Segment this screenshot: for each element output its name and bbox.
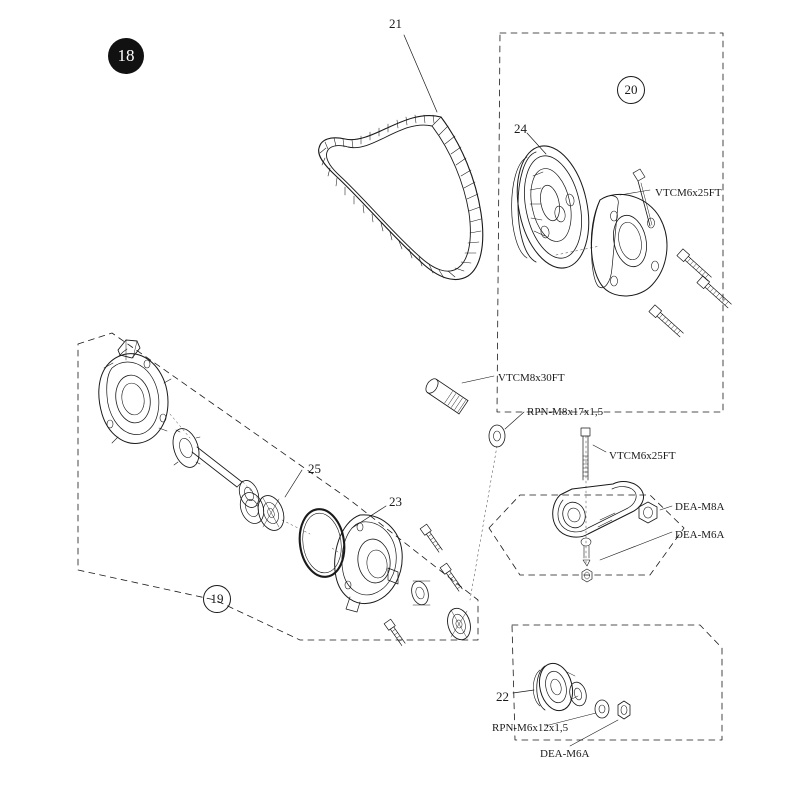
group-boundary-19	[78, 332, 478, 640]
callout-circle-19: 19	[203, 585, 231, 613]
leader-dea-m6a-bracket	[600, 532, 672, 560]
bolt-vtcm8x30ft	[423, 377, 468, 414]
leader-21	[404, 35, 437, 112]
o-ring-23	[295, 506, 348, 579]
leader-22	[513, 690, 534, 693]
part-label-rpn-m8x17x15: RPN-M8x17x1,5	[527, 406, 604, 418]
flange-20	[591, 194, 667, 296]
group-boundary-20	[497, 33, 730, 415]
pump-housing-19	[99, 340, 171, 443]
washer-rpn-m8	[489, 425, 505, 447]
callout-21: 21	[389, 16, 402, 31]
group-boundary-22	[512, 625, 722, 740]
tensioner-22	[533, 660, 630, 719]
cover-bolts-23	[384, 524, 474, 647]
pulley-24	[507, 139, 599, 274]
nut-dea-m6a-bracket	[582, 569, 592, 582]
pump-cover-23	[335, 515, 403, 612]
part-label-vtcm6x25ft-top: VTCM6x25FT	[655, 187, 722, 199]
part-label-vtcm6x25ft-mount: VTCM6x25FT	[609, 450, 676, 462]
leader-vtcm6x25ft-mount	[593, 445, 606, 452]
nut-dea-m8a	[639, 502, 657, 523]
part-label-dea-m8a: DEA-M8A	[675, 501, 725, 513]
shaft-assembly-19	[168, 425, 243, 487]
leader-25	[285, 470, 302, 497]
callout-22: 22	[496, 689, 509, 704]
leader-24	[527, 133, 546, 154]
leader-vtcm8x30ft	[462, 376, 494, 383]
page-number-badge: 18	[108, 38, 144, 74]
belt-21	[319, 115, 483, 280]
seal-stack-25	[236, 478, 289, 534]
leader-dea-m6a-22	[570, 720, 618, 746]
part-label-rpn-m6x12x15: RPN-M6x12x1,5	[492, 722, 569, 734]
part-label-dea-m6a-22: DEA-M6A	[540, 748, 590, 760]
leader-rpn-m6	[545, 713, 596, 726]
bolts-group-20	[620, 169, 733, 338]
callout-23: 23	[389, 494, 402, 509]
callout-circle-20: 20	[617, 76, 645, 104]
callout-25: 25	[308, 461, 321, 476]
callout-24: 24	[514, 121, 527, 136]
part-label-dea-m6a-bracket: DEA-M6A	[675, 529, 725, 541]
part-label-vtcm8x30ft: VTCM8x30FT	[498, 372, 565, 384]
mounting-bracket	[553, 482, 644, 566]
bolt-vtcm6x25ft-mount	[581, 428, 590, 480]
leader-rpn-m8	[505, 412, 524, 429]
